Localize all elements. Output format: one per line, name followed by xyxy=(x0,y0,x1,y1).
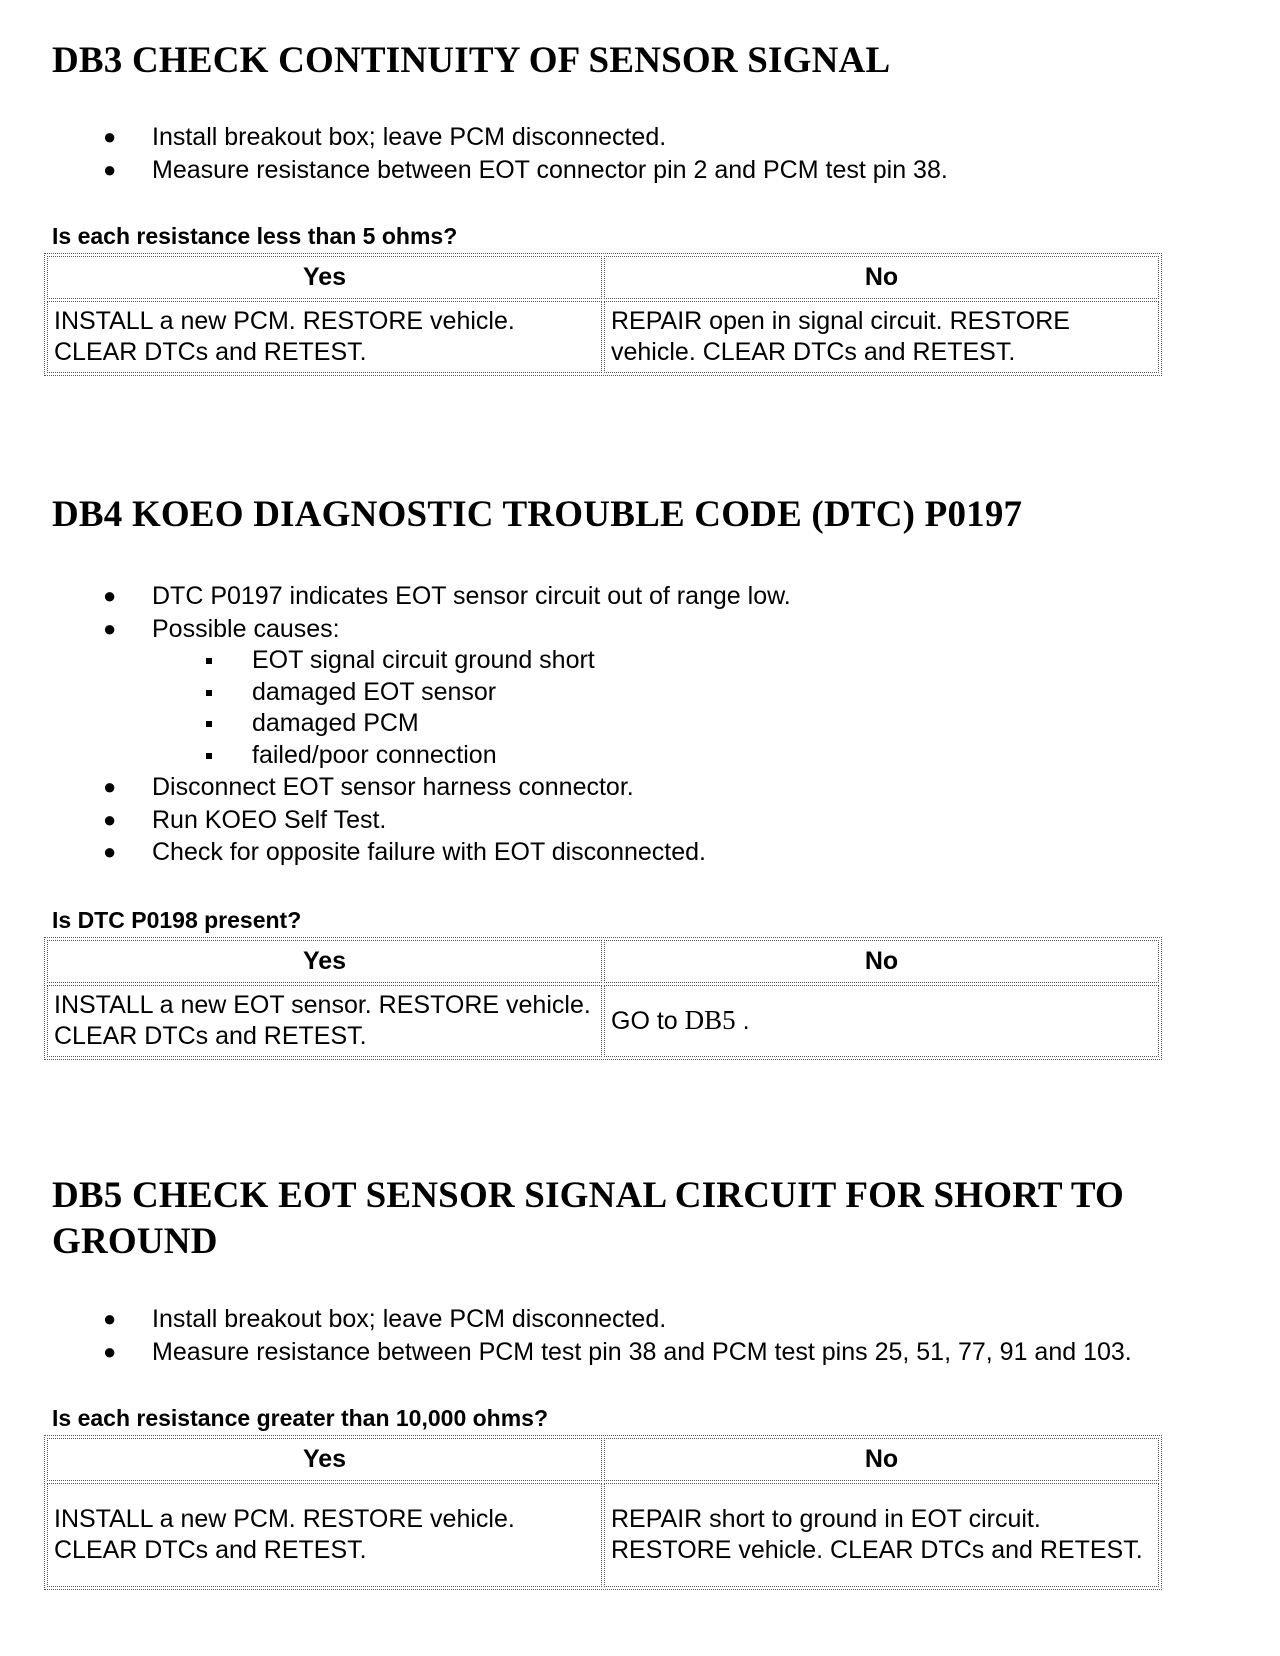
step-list xyxy=(0,580,1280,869)
question: Is DTC P0198 present? xyxy=(52,907,302,933)
bullet-icon: ● xyxy=(103,1306,117,1331)
list-item: failed/poor connection xyxy=(0,740,1280,772)
list-item: ● Disconnect EOT sensor harness connector. xyxy=(0,771,1280,804)
list-item: damaged PCM xyxy=(0,708,1280,740)
yes-header: Yes xyxy=(47,1438,602,1481)
list-item: ● Measure resistance between EOT connector pin 2 and PCM test pin 38. xyxy=(0,154,1280,187)
list-item: ● Run KOEO Self Test. xyxy=(0,804,1280,837)
yes-header: Yes xyxy=(47,940,602,983)
decision-table xyxy=(44,937,1162,1060)
square-bullet-icon xyxy=(206,658,212,664)
no-action: REPAIR open in signal circuit. RESTORE vehicle. CLEAR DTCs and RETEST. xyxy=(604,301,1159,373)
question: Is each resistance less than 5 ohms? xyxy=(52,223,458,249)
square-bullet-icon xyxy=(206,690,212,696)
yes-action: INSTALL a new EOT sensor. RESTORE vehicle. CLEAR DTCs and RETEST. xyxy=(47,985,602,1057)
list-item: ● Install breakout box; leave PCM disconnected. xyxy=(0,1303,1280,1336)
bullet-icon: ● xyxy=(103,806,117,832)
square-bullet-icon xyxy=(206,753,212,759)
causes-list xyxy=(152,645,1280,771)
bullet-icon: ● xyxy=(103,124,117,149)
decision-table xyxy=(44,1435,1162,1590)
question: Is each resistance greater than 10,000 ohms? xyxy=(52,1405,549,1431)
no-action: GO to DB5 . xyxy=(604,985,1159,1057)
list-item: damaged EOT sensor xyxy=(0,677,1280,709)
section-heading: DB5 CHECK EOT SENSOR SIGNAL CIRCUIT FOR SHORT TO GROUND xyxy=(52,1175,1125,1262)
list-item: EOT signal circuit ground short xyxy=(0,645,1280,677)
yes-header: Yes xyxy=(47,256,602,299)
step-list xyxy=(0,1303,1280,1368)
step-list xyxy=(0,121,1280,186)
section-heading: DB3 CHECK CONTINUITY OF SENSOR SIGNAL xyxy=(52,40,891,81)
yes-action: INSTALL a new PCM. RESTORE vehicle. CLEAR DTCs and RETEST. xyxy=(47,1483,602,1587)
bullet-icon: ● xyxy=(103,156,117,182)
section-heading: DB4 KOEO DIAGNOSTIC TROUBLE CODE (DTC) P0197 xyxy=(52,494,1023,535)
yes-action: INSTALL a new PCM. RESTORE vehicle. CLEAR DTCs and RETEST. xyxy=(47,301,602,373)
bullet-icon: ● xyxy=(103,774,117,799)
square-bullet-icon xyxy=(206,721,212,727)
no-header: No xyxy=(604,256,1159,299)
no-header: No xyxy=(604,1438,1159,1481)
decision-table xyxy=(44,253,1162,376)
bullet-icon: ● xyxy=(103,615,117,641)
db5-link[interactable]: DB5 xyxy=(684,1005,736,1035)
bullet-icon: ● xyxy=(103,1338,117,1364)
list-item: ● Possible causes: EOT signal circuit ground short damaged EOT sensor damaged PCM failed/poor connection xyxy=(0,613,1280,772)
bullet-icon: ● xyxy=(103,583,117,608)
no-header: No xyxy=(604,940,1159,983)
list-item: ● Check for opposite failure with EOT disconnected. xyxy=(0,836,1280,869)
list-item: ● Install breakout box; leave PCM disconnected. xyxy=(0,121,1280,154)
no-action: REPAIR short to ground in EOT circuit. RESTORE vehicle. CLEAR DTCs and RETEST. xyxy=(604,1483,1159,1587)
bullet-icon: ● xyxy=(103,839,117,864)
list-item: ● DTC P0197 indicates EOT sensor circuit out of range low. xyxy=(0,580,1280,613)
list-item: ● Measure resistance between PCM test pin 38 and PCM test pins 25, 51, 77, 91 and 103. xyxy=(0,1336,1280,1369)
